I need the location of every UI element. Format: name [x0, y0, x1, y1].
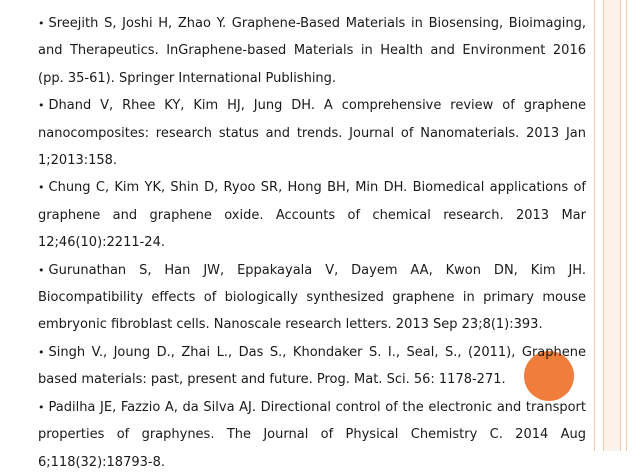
- reference-item: [38, 339, 586, 394]
- reference-item: [38, 394, 586, 476]
- reference-item: [38, 92, 586, 174]
- bullet-icon: •: [38, 345, 45, 359]
- reference-text: Singh V., Joung D., Zhai L., Das S., Khondaker S. I., Seal, S., (2011), Graphene based materials: past, present and future. Prog. Mat. Sci. 56: 1178-271.: [38, 344, 586, 388]
- bullet-icon: •: [38, 263, 45, 277]
- reference-item: [38, 257, 586, 339]
- reference-list: [38, 10, 586, 476]
- bullet-icon: •: [38, 400, 45, 414]
- reference-text: Dhand V, Rhee KY, Kim HJ, Jung DH. A comprehensive review of graphene nanocomposites: research status and trends. Journal of Nanomaterials. 2013 Jan 1;2013:158.: [38, 98, 586, 169]
- reference-text: Gurunathan S, Han JW, Eppakayala V, Dayem AA, Kwon DN, Kim JH. Biocompatibility effects of biologically synthesized graphene in primary mouse embryonic fibroblast cells. Nanoscale research letters. 2013 Sep 23;8(1):393.: [38, 262, 586, 333]
- decorative-stripe: [603, 0, 604, 451]
- reference-item: [38, 10, 586, 92]
- decorative-stripe: [620, 0, 621, 451]
- reference-text: Padilha JE, Fazzio A, da Silva AJ. Directional control of the electronic and transport properties of graphynes. The Journal of Physical Chemistry C. 2014 Aug 6;118(32):18793-8.: [38, 399, 586, 470]
- decorative-stripe: [594, 0, 595, 451]
- bullet-icon: •: [38, 181, 45, 195]
- reference-item: [38, 174, 586, 256]
- bullet-icon: •: [38, 17, 45, 30]
- decorative-band: [604, 0, 620, 451]
- decorative-stripe: [626, 0, 627, 451]
- bullet-icon: •: [38, 99, 45, 113]
- reference-text: Sreejith S, Joshi H, Zhao Y. Graphene-Based Materials in Biosensing, Bioimaging, and Therapeutics. InGraphene-based Materials in Health and Environment 2016 (pp. 35-61). Springer International Publishing.: [38, 16, 586, 86]
- reference-text: Chung C, Kim YK, Shin D, Ryoo SR, Hong BH, Min DH. Biomedical applications of graphene and graphene oxide. Accounts of chemical research. 2013 Mar 12;46(10):2211-24.: [38, 180, 586, 251]
